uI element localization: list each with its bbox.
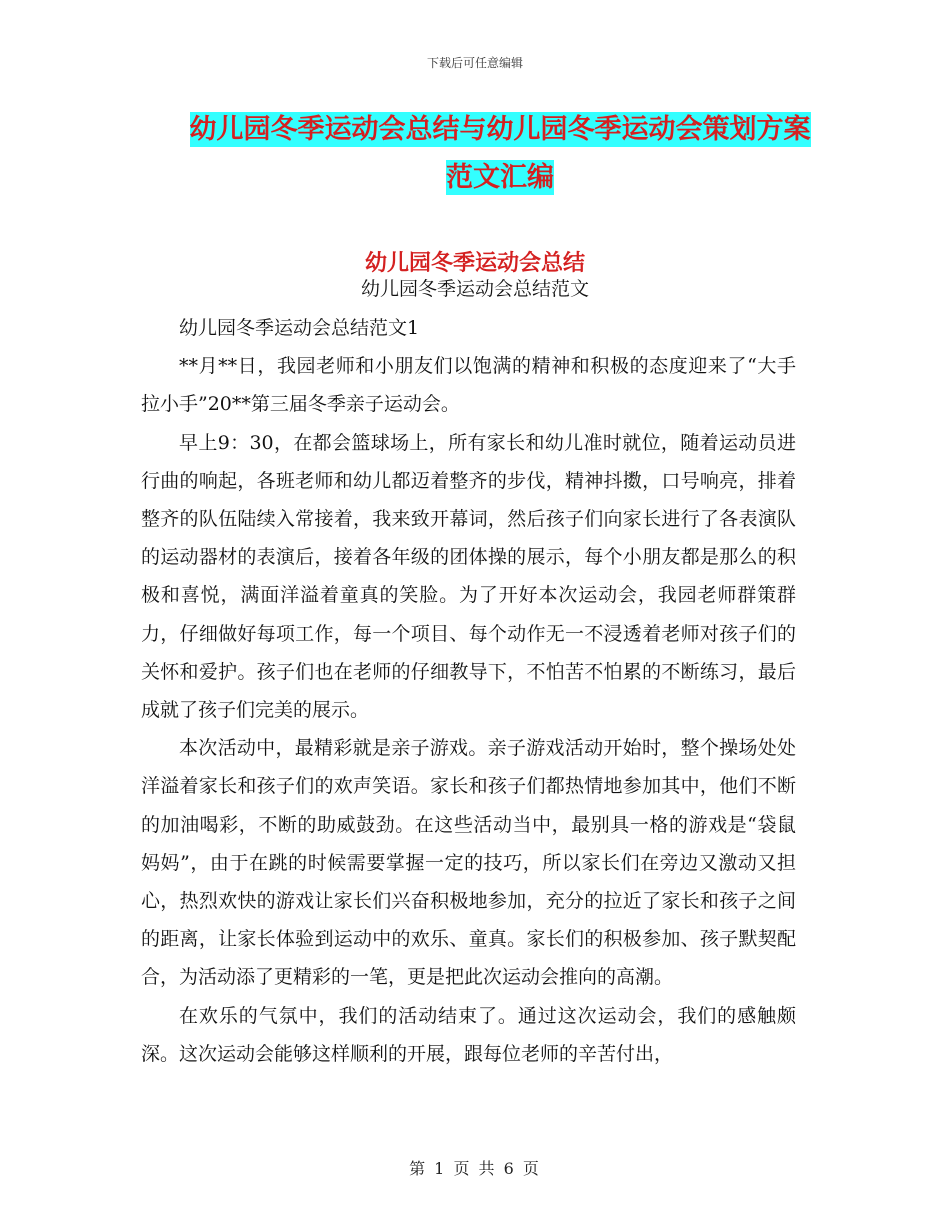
header-note: 下载后可任意编辑 bbox=[426, 56, 523, 70]
section-subtitle: 幼儿园冬季运动会总结范文 bbox=[360, 278, 589, 300]
page-number: 第 1 页 共 6 页 bbox=[409, 1159, 541, 1178]
paragraph: 幼儿园冬季运动会总结范文1 bbox=[179, 317, 420, 339]
paragraph: 本次活动中，最精彩就是亲子游戏。亲子游戏活动开始时，整个操场处处洋溢着家长和孩子们的欢声笑语。家长和孩子们都热情地参加其中，他们不断的加油喝彩，不断的助威鼓劲。在这些活动当中，最别具一格的游戏是“袋鼠妈妈”，由于在跳的时候需要掌握一定的技巧，所以家长们在旁边又激动又担心，热烈欢快的游戏让家长们兴奋积极地参加，充分的拉近了家长和孩子之间的距离，让家长体验到运动中的欢乐、童真。家长们的积极参加、孩子默契配合，为活动添了更精彩的一笔，更是把此次运动会推向的高潮。 bbox=[141, 737, 796, 989]
paragraph: 在欢乐的气氛中，我们的活动结束了。通过这次运动会，我们的感触颇深。这次运动会能够这样顺利的开展，跟每位老师的辛苦付出， bbox=[141, 1004, 796, 1065]
body-text bbox=[141, 309, 796, 1073]
document-title bbox=[140, 106, 860, 202]
paragraph: 早上9：30，在都会篮球场上，所有家长和幼儿准时就位，随着运动员进行曲的响起，各班老师和幼儿都迈着整齐的步伐，精神抖擞，口号响亮，排着整齐的队伍陆续入常接着，我来致开幕词，然后孩子们向家长进行了各表演队的运动器材的表演后，接着各年级的团体操的展示，每个小朋友都是那么的积极和喜悦，满面洋溢着童真的笑脸。为了开好本次运动会，我园老师群策群力，仔细做好每项工作，每一个项目、每个动作无一不浸透着老师对孩子们的关怀和爱护。孩子们也在老师的仔细教导下，不怕苦不怕累的不断练习，最后成就了孩子们完美的展示。 bbox=[141, 431, 796, 722]
document-title-line-2: 范文汇编 bbox=[446, 162, 554, 193]
document-title-line-1: 幼儿园冬季运动会总结与幼儿园冬季运动会策划方案 bbox=[189, 114, 811, 145]
section-title: 幼儿园冬季运动会总结 bbox=[364, 251, 585, 276]
paragraph: **月**日，我园老师和小朋友们以饱满的精神和积极的态度迎来了“大手拉小手”20**第三届冬季亲子运动会。 bbox=[141, 355, 796, 416]
